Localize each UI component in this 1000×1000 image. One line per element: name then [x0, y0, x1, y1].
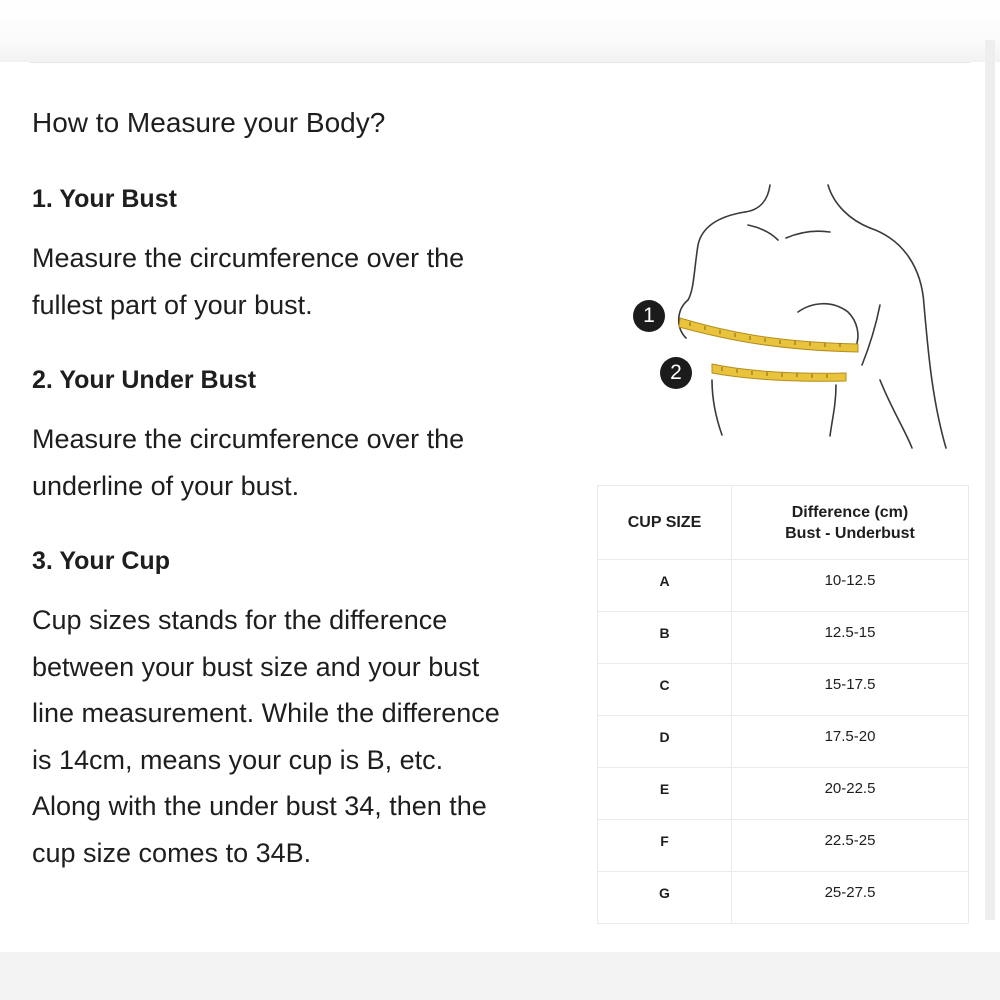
cup-cell: E	[598, 768, 732, 820]
top-divider	[30, 62, 970, 63]
paragraph-line: Along with the under bust 34, then the	[32, 791, 487, 821]
neck-left-line	[745, 185, 770, 212]
paragraph-line: underline of your bust.	[32, 470, 300, 501]
table-row	[598, 664, 969, 716]
top-band	[0, 0, 1000, 62]
cup-size-table	[597, 485, 969, 924]
cup-cell: B	[598, 612, 732, 664]
right-arm-line	[870, 228, 946, 448]
underbust-marker: 2	[660, 357, 692, 389]
table-row	[598, 872, 969, 924]
header-difference-line1: Difference (cm)	[791, 503, 909, 521]
cup-cell: A	[598, 560, 732, 612]
difference-cell: 17.5-20	[732, 716, 969, 768]
paragraph-line: line measurement. While the difference	[32, 698, 500, 728]
table-row	[598, 768, 969, 820]
cup-cell: G	[598, 872, 732, 924]
section-underbust-text	[32, 416, 464, 509]
cup-cell: C	[598, 664, 732, 716]
header-cup-size: CUP SIZE	[598, 486, 732, 560]
collarbone-left	[748, 225, 778, 240]
left-shoulder-line	[688, 212, 745, 300]
arm-underside	[880, 380, 912, 448]
table-row	[598, 560, 969, 612]
difference-cell: 22.5-25	[732, 820, 969, 872]
difference-cell: 12.5-15	[732, 612, 969, 664]
torso-right-side	[830, 385, 836, 436]
scrollbar-track[interactable]	[985, 40, 995, 920]
collarbone-right	[786, 231, 830, 238]
table-row	[598, 716, 969, 768]
neck-right-line	[828, 185, 870, 228]
cup-cell: D	[598, 716, 732, 768]
paragraph-line: between your bust size and your bust	[32, 651, 480, 682]
paragraph-line: is 14cm, means your cup is B, etc.	[32, 744, 444, 775]
table-header-row	[598, 486, 969, 560]
section-bust-text	[32, 235, 464, 328]
paragraph-line: Cup sizes stands for the difference	[32, 605, 448, 635]
difference-cell: 20-22.5	[732, 768, 969, 820]
difference-cell: 15-17.5	[732, 664, 969, 716]
paragraph-line: Measure the circumference over the	[32, 243, 465, 273]
table-row	[598, 820, 969, 872]
section-heading: 3. Your Cup	[32, 547, 170, 575]
section-heading: 2. Your Under Bust	[32, 366, 257, 394]
table-row	[598, 612, 969, 664]
underbust-tape	[712, 364, 846, 381]
section-heading: 1. Your Bust	[32, 185, 177, 213]
section-cup-text	[32, 597, 500, 876]
measure-guide	[32, 100, 592, 868]
bust-tape	[679, 318, 858, 352]
header-difference-line2: Bust - Underbust	[785, 524, 915, 542]
right-side-line	[862, 305, 880, 365]
cup-cell: F	[598, 820, 732, 872]
bust-right-contour	[798, 304, 858, 346]
torso-left-side	[712, 380, 722, 435]
header-difference	[732, 486, 969, 560]
section-bust-heading	[32, 176, 177, 222]
difference-cell: 25-27.5	[732, 872, 969, 924]
section-cup-heading	[32, 538, 170, 584]
paragraph-line: cup size comes to 34B.	[32, 837, 312, 868]
torso-measurement-illustration	[620, 175, 980, 475]
bottom-band	[0, 952, 1000, 1000]
difference-cell: 10-12.5	[732, 560, 969, 612]
bust-marker: 1	[633, 300, 665, 332]
paragraph-line: Measure the circumference over the	[32, 424, 465, 454]
section-underbust-heading	[32, 357, 256, 403]
page-title: How to Measure your Body?	[32, 107, 386, 138]
paragraph-line: fullest part of your bust.	[32, 289, 313, 320]
